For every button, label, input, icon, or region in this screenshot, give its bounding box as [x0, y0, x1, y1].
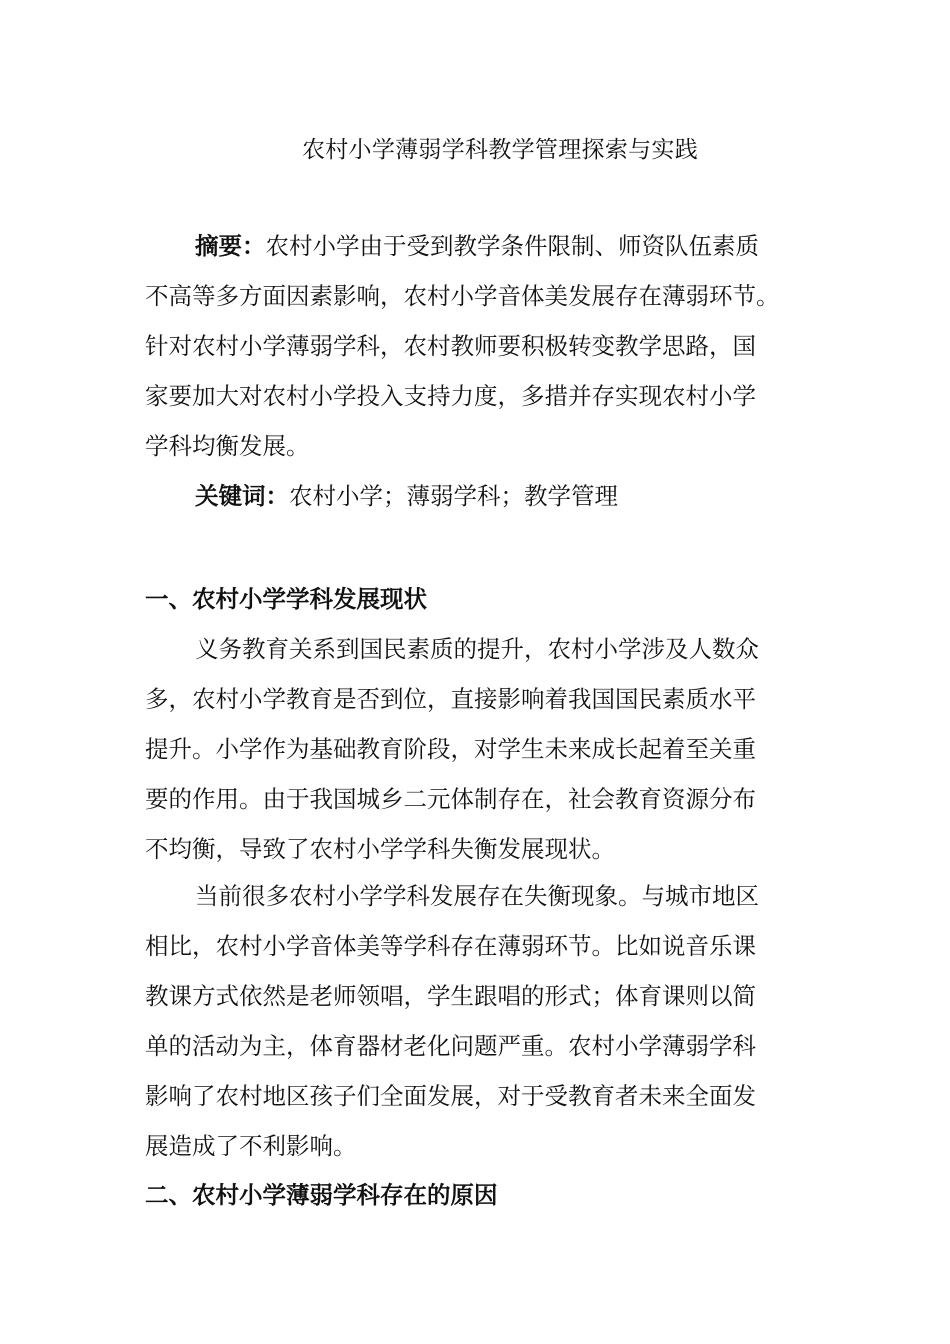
paragraph-line: 相比，农村小学音体美等学科存在薄弱环节。比如说音乐课: [145, 932, 756, 960]
section-heading-1: 一、农村小学学科发展现状: [145, 585, 427, 613]
abstract-line: [145, 221, 805, 271]
keywords-text: 农村小学；薄弱学科；教学管理: [289, 482, 618, 510]
paragraph-line: 影响了农村地区孩子们全面发展，对于受教育者未来全面发: [145, 1082, 756, 1110]
document-title: 农村小学薄弱学科教学管理探索与实践: [301, 137, 699, 163]
paragraph-line: 单的活动为主，体育器材老化问题严重。农村小学薄弱学科: [145, 1032, 756, 1060]
paragraph-line: 教课方式依然是老师领唱，学生跟唱的形式；体育课则以简: [145, 982, 756, 1010]
paragraph-line: 提升。小学作为基础教育阶段，对学生未来成长起着至关重: [145, 735, 756, 763]
section1-paragraph-1: [145, 624, 805, 874]
keywords-line: [145, 471, 805, 521]
paragraph-line: 要的作用。由于我国城乡二元体制存在，社会教育资源分布: [145, 785, 756, 813]
paragraph-line: 多，农村小学教育是否到位，直接影响着我国国民素质水平: [145, 685, 756, 713]
abstract-label: 摘要：: [195, 232, 266, 260]
paragraph-line: 义务教育关系到国民素质的提升，农村小学涉及人数众: [195, 635, 759, 663]
abstract-text: 农村小学由于受到教学条件限制、师资队伍素质: [265, 232, 759, 260]
abstract-block: [145, 221, 805, 521]
section-heading-2: 二、农村小学薄弱学科存在的原因: [145, 1181, 498, 1209]
abstract-line: 家要加大对农村小学投入支持力度，多措并存实现农村小学: [145, 382, 756, 410]
section1-paragraph-2: [145, 871, 805, 1171]
keywords-label: 关键词：: [195, 482, 289, 510]
abstract-line: 不高等多方面因素影响，农村小学音体美发展存在薄弱环节。: [145, 282, 780, 310]
paragraph-line: 当前很多农村小学学科发展存在失衡现象。与城市地区: [195, 882, 759, 910]
paragraph-line: 不均衡，导致了农村小学学科失衡发展现状。: [145, 835, 615, 863]
abstract-line: 学科均衡发展。: [145, 432, 310, 460]
paragraph-line: 展造成了不利影响。: [145, 1132, 357, 1160]
abstract-line: 针对农村小学薄弱学科，农村教师要积极转变教学思路，国: [145, 332, 756, 360]
